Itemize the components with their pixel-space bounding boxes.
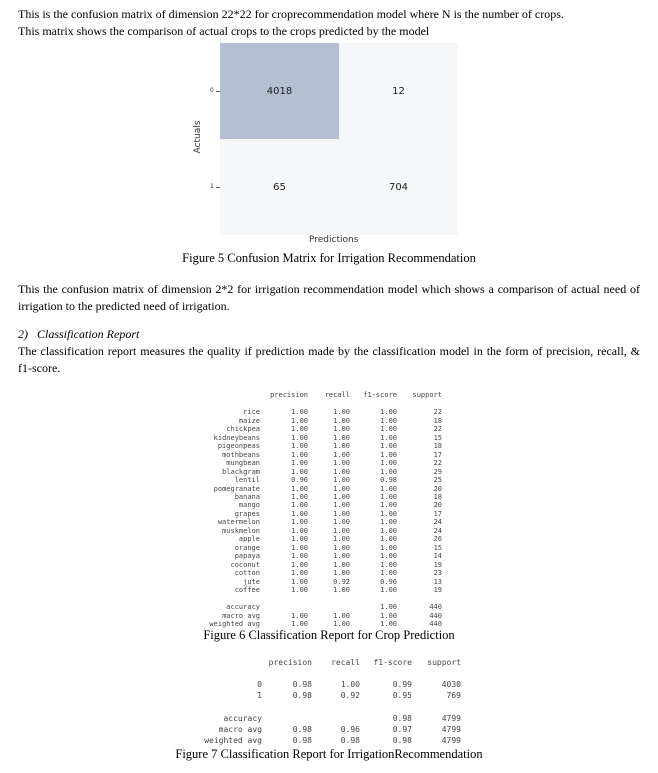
report2-header-row (196, 657, 461, 668)
row-value: 1.00 (333, 476, 350, 485)
row-value: 1.00 (380, 425, 397, 434)
row-value (312, 713, 360, 724)
row-label: mothbeans (222, 450, 260, 459)
cm-row-tick-0: 0 (210, 87, 214, 94)
row-value: 23 (433, 569, 442, 578)
row-value: 1.00 (380, 416, 397, 425)
row-value: 1.00 (380, 492, 397, 501)
row-value: 29 (433, 467, 442, 476)
confusion-matrix-figure (190, 40, 470, 250)
row-value (260, 603, 308, 611)
row-value: 1.00 (380, 569, 397, 578)
row-value: 1.00 (291, 620, 308, 629)
row-value: 4799 (441, 713, 461, 723)
row-value: 0.96 (380, 577, 397, 586)
row-value: 1.00 (291, 467, 308, 476)
report2-summary-row (196, 724, 461, 735)
report1-row (200, 485, 442, 493)
row-value: 17 (433, 450, 442, 459)
row-value: 0.99 (392, 680, 412, 690)
row-value: 1.00 (333, 492, 350, 501)
row-value: 1.00 (291, 459, 308, 468)
row-value: 20 (433, 484, 442, 493)
cm-cell-0-1: 12 (339, 43, 458, 139)
row-value: 1.00 (333, 518, 350, 527)
row-value: 22 (433, 425, 442, 434)
report1-row (200, 408, 442, 416)
intro-line-2: This matrix shows the comparison of actual crops to the crops predicted by the model (18, 24, 430, 38)
row-value: 1.00 (291, 569, 308, 578)
cm-x-axis-title: Predictions (309, 235, 359, 245)
report1-row (200, 468, 442, 476)
row-label: papaya (234, 552, 260, 561)
row-value: 24 (433, 526, 442, 535)
row-value: 440 (429, 603, 442, 612)
report1-row (200, 442, 442, 450)
section-title: Classification Report (37, 327, 140, 341)
report1-row (200, 561, 442, 569)
row-value: 1.00 (333, 585, 350, 594)
row-value: 1.00 (380, 467, 397, 476)
row-value: 1.00 (333, 433, 350, 442)
row-value: 18 (433, 492, 442, 501)
figure-7-caption: Figure 7 Classification Report for IrrigationRecommendation (175, 747, 483, 761)
row-label: macro avg (222, 611, 260, 620)
report1-row (200, 434, 442, 442)
report2-header-support: support (427, 658, 461, 667)
row-label: 1 (257, 691, 262, 701)
section-heading (18, 327, 139, 342)
row-label: mango (238, 501, 260, 510)
report1-row (200, 569, 442, 577)
row-value: 0.98 (292, 724, 312, 734)
report1-row (200, 544, 442, 552)
row-value: 1.00 (380, 509, 397, 518)
row-value: 0.98 (292, 680, 312, 690)
row-value: 1.00 (333, 450, 350, 459)
row-label: pigeonpeas (217, 442, 260, 451)
row-value: 1.00 (340, 680, 360, 690)
report1-header-f1: f1-score (363, 391, 397, 399)
row-value: 1.00 (333, 416, 350, 425)
row-value: 22 (433, 408, 442, 417)
row-value: 0.97 (392, 724, 412, 734)
row-label: accuracy (226, 603, 260, 612)
report1-header-row (200, 391, 442, 399)
row-value: 1.00 (291, 526, 308, 535)
row-value: 0.96 (291, 476, 308, 485)
irrigation-classification-report (196, 657, 461, 746)
row-label: chickpea (226, 425, 260, 434)
report2-row (196, 690, 461, 701)
row-value: 20 (433, 501, 442, 510)
row-value: 1.00 (333, 467, 350, 476)
row-label: orange (234, 543, 260, 552)
row-value: 1.00 (333, 543, 350, 552)
figure-6-caption: Figure 6 Classification Report for Crop Prediction (203, 628, 455, 642)
row-value: 19 (433, 560, 442, 569)
row-label: maize (238, 416, 260, 425)
row-value: 1.00 (380, 442, 397, 451)
row-label: muskmelon (222, 526, 260, 535)
row-label: jute (243, 577, 260, 586)
intro-line-1: This is the confusion matrix of dimension 22*22 for croprecommendation model where N is the number of crops. (18, 7, 564, 21)
row-value: 1.00 (380, 552, 397, 561)
row-value: 24 (433, 518, 442, 527)
figure-5-caption: Figure 5 Confusion Matrix for Irrigation Recommendation (182, 251, 476, 265)
row-value: 1.00 (380, 585, 397, 594)
cm-cell-1-0: 65 (220, 139, 339, 235)
row-value: 1.00 (333, 620, 350, 629)
row-value: 0.98 (292, 736, 312, 746)
row-label: cotton (234, 569, 260, 578)
row-label: banana (234, 492, 260, 501)
row-value: 0.98 (392, 713, 412, 723)
row-value: 1.00 (380, 459, 397, 468)
cm-row-tick-1: 1 (210, 183, 214, 190)
row-value: 0.92 (340, 691, 360, 701)
row-value: 1.00 (291, 492, 308, 501)
row-value: 1.00 (380, 433, 397, 442)
row-value: 1.00 (333, 535, 350, 544)
row-value: 0.95 (392, 691, 412, 701)
crop-classification-report (200, 391, 442, 629)
row-value: 1.00 (291, 408, 308, 417)
row-value: 13 (433, 577, 442, 586)
row-label: pomegranate (213, 484, 260, 493)
report1-row (200, 417, 442, 425)
report1-row (200, 476, 442, 484)
report1-row (200, 425, 442, 433)
row-value: 1.00 (291, 518, 308, 527)
report1-row (200, 552, 442, 560)
row-value: 1.00 (291, 611, 308, 620)
row-value: 1.00 (380, 543, 397, 552)
row-value: 1.00 (291, 585, 308, 594)
report1-header-recall: recall (324, 391, 350, 399)
row-value: 1.00 (333, 501, 350, 510)
row-value: 1.00 (291, 543, 308, 552)
row-value: 1.00 (291, 450, 308, 459)
report2-header-f1: f1-score (373, 658, 412, 667)
row-value: 0.92 (333, 577, 350, 586)
cm-tick-mark-0 (216, 91, 220, 92)
row-value: 0.98 (392, 736, 412, 746)
row-value: 1.00 (291, 484, 308, 493)
row-label: 0 (257, 680, 262, 690)
row-label: weighted avg (209, 620, 260, 629)
row-label: mungbean (226, 459, 260, 468)
row-value: 1.00 (291, 501, 308, 510)
cm-cell-0-0: 4018 (220, 43, 339, 139)
row-value: 1.00 (333, 560, 350, 569)
cm-cell-1-1: 704 (339, 139, 458, 235)
row-value: 1.00 (380, 560, 397, 569)
row-value: 1.00 (333, 442, 350, 451)
report1-row (200, 586, 442, 594)
row-value: 1.00 (333, 459, 350, 468)
row-value: 0.98 (292, 691, 312, 701)
report1-row (200, 518, 442, 526)
row-value: 18 (433, 442, 442, 451)
row-value: 4030 (441, 680, 461, 690)
row-value: 1.00 (291, 509, 308, 518)
row-value: 17 (433, 509, 442, 518)
row-value: 1.00 (333, 484, 350, 493)
row-value: 1.00 (333, 569, 350, 578)
row-value: 1.00 (380, 611, 397, 620)
report1-row (200, 578, 442, 586)
row-label: watermelon (217, 518, 260, 527)
report1-summary-row (200, 603, 442, 611)
report2-summary-row (196, 735, 461, 746)
row-value: 1.00 (380, 408, 397, 417)
classification-paragraph: The classification report measures the quality if prediction made by the classification model in the form of precision, recall, & f1-score. (18, 344, 640, 375)
report2-summary-row (196, 713, 461, 724)
row-label: blackgram (222, 467, 260, 476)
row-value: 18 (433, 416, 442, 425)
row-value: 22 (433, 459, 442, 468)
row-value: 1.00 (291, 577, 308, 586)
row-value: 4799 (441, 724, 461, 734)
report1-summary-row (200, 612, 442, 620)
row-value: 1.00 (291, 552, 308, 561)
row-value: 1.00 (291, 442, 308, 451)
row-value: 1.00 (380, 450, 397, 459)
report1-row (200, 535, 442, 543)
row-label: accuracy (223, 713, 262, 723)
row-value: 0.96 (340, 724, 360, 734)
row-value: 1.00 (291, 535, 308, 544)
row-value: 1.00 (291, 425, 308, 434)
row-value: 1.00 (291, 560, 308, 569)
row-value: 440 (429, 620, 442, 629)
row-value: 1.00 (291, 433, 308, 442)
row-label: coffee (234, 585, 260, 594)
report1-row (200, 459, 442, 467)
cm-tick-mark-1 (216, 187, 220, 188)
row-value: 1.00 (333, 425, 350, 434)
row-value: 15 (433, 543, 442, 552)
row-label: macro avg (218, 724, 262, 734)
report1-row (200, 493, 442, 501)
row-value: 1.00 (333, 509, 350, 518)
row-value: 1.00 (333, 611, 350, 620)
row-label: weighted avg (204, 736, 262, 746)
section-number: 2) (18, 327, 28, 341)
row-value: 26 (433, 535, 442, 544)
row-value: 1.00 (380, 603, 397, 612)
row-value (262, 713, 312, 724)
row-value: 19 (433, 585, 442, 594)
report1-row (200, 510, 442, 518)
row-value: 15 (433, 433, 442, 442)
row-value: 1.00 (380, 484, 397, 493)
row-label: grapes (234, 509, 260, 518)
irrigation-paragraph: This the confusion matrix of dimension 2*2 for irrigation recommendation model which shows a comparison of actual need of irrigation to the predicted need of irrigation. (18, 282, 640, 313)
row-value: 1.00 (380, 501, 397, 510)
row-value: 14 (433, 552, 442, 561)
row-value: 440 (429, 611, 442, 620)
row-label: kidneybeans (213, 433, 260, 442)
row-value: 1.00 (333, 526, 350, 535)
row-value: 1.00 (380, 535, 397, 544)
row-value: 1.00 (291, 416, 308, 425)
row-value: 0.98 (380, 476, 397, 485)
row-value: 4799 (441, 736, 461, 746)
row-label: rice (243, 408, 260, 417)
cm-y-axis-title: Actuals (193, 120, 203, 154)
row-label: coconut (230, 560, 260, 569)
row-value: 1.00 (333, 552, 350, 561)
row-label: apple (238, 535, 260, 544)
row-value: 25 (433, 476, 442, 485)
report1-header-precision: precision (270, 391, 308, 399)
row-value: 1.00 (333, 408, 350, 417)
row-value (308, 603, 350, 611)
report1-header-support: support (412, 391, 442, 399)
row-value: 0.98 (340, 736, 360, 746)
row-label: lentil (234, 476, 260, 485)
report2-row (196, 679, 461, 690)
report2-header-recall: recall (331, 658, 360, 667)
report1-row (200, 527, 442, 535)
row-value: 1.00 (380, 518, 397, 527)
row-value: 1.00 (380, 620, 397, 629)
report1-row (200, 451, 442, 459)
report1-row (200, 501, 442, 509)
row-value: 769 (446, 691, 461, 701)
report2-header-precision: precision (268, 658, 312, 667)
row-value: 1.00 (380, 526, 397, 535)
